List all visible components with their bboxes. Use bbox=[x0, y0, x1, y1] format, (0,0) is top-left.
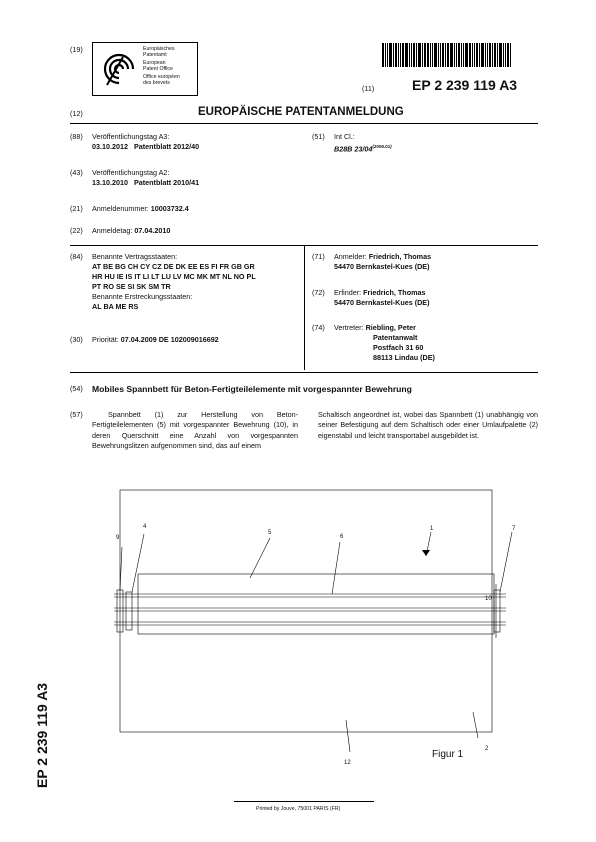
figure-label-1: 1 bbox=[430, 526, 434, 532]
barcode-bar bbox=[393, 43, 394, 67]
barcode-bar bbox=[487, 43, 488, 67]
publication-number: EP 2 239 119 A3 bbox=[412, 77, 518, 93]
barcode-bar bbox=[445, 43, 446, 67]
barcode-bar bbox=[430, 43, 431, 67]
barcode-bar bbox=[447, 43, 449, 67]
barcode-bar bbox=[479, 43, 480, 67]
column-divider bbox=[304, 245, 305, 370]
epo-logo-box bbox=[92, 42, 198, 96]
barcode-bar bbox=[416, 43, 417, 67]
barcode-bar bbox=[505, 43, 506, 67]
barcode-bar bbox=[458, 43, 460, 67]
barcode-bar bbox=[413, 43, 415, 67]
barcode-bar bbox=[494, 43, 496, 67]
barcode-bar bbox=[422, 43, 423, 67]
barcode-bar bbox=[395, 43, 397, 67]
barcode-bar bbox=[440, 43, 441, 67]
barcode-bar bbox=[503, 43, 504, 67]
barcode-bar bbox=[434, 43, 437, 67]
figure-1-drawing bbox=[100, 482, 520, 778]
barcode-bar bbox=[463, 43, 464, 67]
side-publication-number: EP 2 239 119 A3 bbox=[34, 682, 50, 788]
barcode-bar bbox=[427, 43, 429, 67]
document-type: EUROPÄISCHE PATENTANMELDUNG bbox=[198, 106, 404, 118]
figure-label-10: 10 bbox=[485, 596, 492, 602]
header-divider bbox=[70, 123, 538, 124]
barcode-bar bbox=[387, 43, 388, 67]
barcode-bar bbox=[405, 43, 408, 67]
abstract-right: Schaltisch angeordnet ist, wobei das Spannbett (1) unabhängig von seiner Befestigung auf dem Schaltisch oder einer Umlaufpalette (2) eigenstabil und leicht transportabel ausgebildet ist. bbox=[318, 410, 538, 440]
barcode-bar bbox=[442, 43, 444, 67]
barcode-bar bbox=[454, 43, 455, 67]
figure-label-7: 7 bbox=[512, 526, 516, 532]
inid-code-11: (11) bbox=[362, 84, 375, 93]
barcode-bar bbox=[476, 43, 478, 67]
barcode-bar bbox=[492, 43, 493, 67]
office-name-fr: Office européen des brevets bbox=[143, 74, 180, 86]
barcode-bar bbox=[411, 43, 412, 67]
barcode-bar bbox=[438, 43, 439, 67]
inid-code-19: (19) bbox=[70, 45, 83, 54]
barcode-bar bbox=[485, 43, 486, 67]
inid-code-57: (57) bbox=[70, 410, 83, 419]
inid-code-12: (12) bbox=[70, 109, 83, 118]
barcode-bar bbox=[389, 43, 392, 67]
barcode-bar bbox=[461, 43, 462, 67]
title-divider bbox=[70, 372, 538, 373]
barcode-bar bbox=[424, 43, 426, 67]
barcode-bar bbox=[489, 43, 491, 67]
barcode-bar bbox=[469, 43, 471, 67]
figure-label-4: 4 bbox=[143, 524, 147, 530]
office-name-de: Europäisches Patentamt bbox=[143, 46, 175, 58]
figure-label-6: 6 bbox=[340, 534, 344, 540]
barcode-bar bbox=[499, 43, 502, 67]
barcode-icon bbox=[382, 43, 538, 67]
barcode-bar bbox=[510, 43, 511, 67]
barcode-bar bbox=[481, 43, 484, 67]
barcode-bar bbox=[456, 43, 457, 67]
figure-label-5: 5 bbox=[268, 530, 272, 536]
barcode-bar bbox=[450, 43, 453, 67]
abstract-left: Spannbett (1) zur Herstellung von Beton-Fertigteilelementen (5) mit vorgespannter Bewehrung (10), in deren Querschnitt eine Anzahl von vorgespannten Bewehrungslitzen aufgenommen sind, das auf einem bbox=[92, 410, 298, 450]
barcode-bar bbox=[400, 43, 401, 67]
printer-note: Printed by Jouve, 75001 PARIS (FR) bbox=[256, 806, 341, 812]
barcode-bar bbox=[472, 43, 473, 67]
barcode-bar bbox=[497, 43, 498, 67]
barcode-bar bbox=[465, 43, 468, 67]
figure-caption: Figur 1 bbox=[432, 749, 464, 760]
office-name-en: European Patent Office bbox=[143, 60, 173, 72]
figure-label-12: 12 bbox=[344, 760, 351, 766]
barcode-bar bbox=[382, 43, 384, 67]
barcode-bar bbox=[398, 43, 399, 67]
barcode-bar bbox=[507, 43, 509, 67]
barcode-bar bbox=[432, 43, 433, 67]
footer-rule bbox=[234, 801, 374, 802]
figure-label-9: 9 bbox=[116, 535, 120, 541]
barcode-bar bbox=[474, 43, 475, 67]
barcode-bar bbox=[418, 43, 421, 67]
figure-label-2: 2 bbox=[485, 746, 489, 752]
barcode-bar bbox=[402, 43, 404, 67]
epo-logo-icon bbox=[99, 49, 139, 89]
barcode-bar bbox=[409, 43, 410, 67]
barcode-bar bbox=[385, 43, 386, 67]
